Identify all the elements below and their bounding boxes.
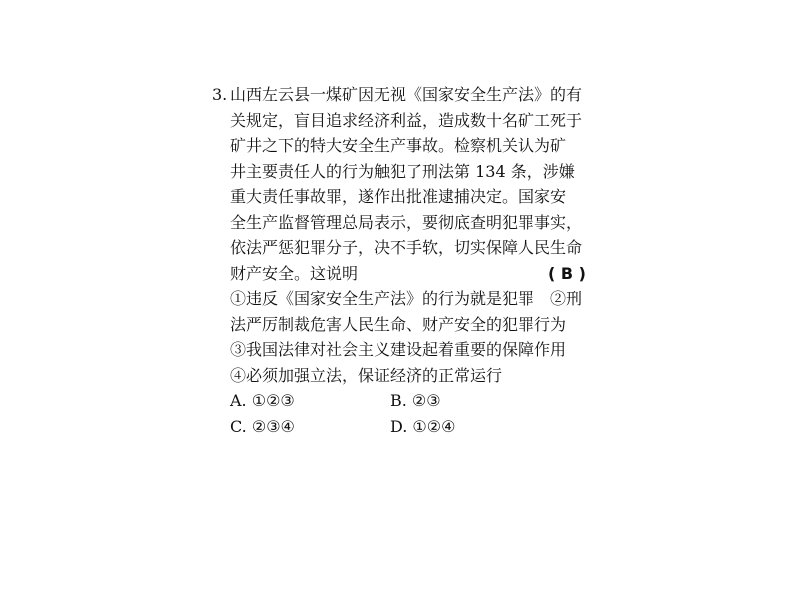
question-stem-text: 财产安全。这说明 [230,263,359,283]
question-stem-line: 矿井之下的特大安全生产事故。检察机关认为矿 [230,136,567,155]
answer-mark: ( B ) [548,263,586,283]
answer-options [212,388,592,439]
question-stem-line: 3. 山西左云县一煤矿因无视《国家安全生产法》的有 [212,82,592,108]
statement-line: ④必须加强立法，保证经济的正常运行 [230,365,503,385]
statement-line: 法严厉制裁危害人民生命、财产安全的犯罪行为 [230,314,567,334]
question-number: 3. [212,85,228,104]
question-block [212,82,592,439]
question-stem-line: 井主要责任人的行为触犯了刑法第 134 条，涉嫌 [230,161,575,181]
question-stem-line: 重大责任事故罪，遂作出批准逮捕决定。国家安 [230,187,567,206]
option-c: C. ②③④ [230,416,295,436]
question-stem-line: 全生产监督管理总局表示，要彻底查明犯罪事实， [230,212,583,232]
option-d: D. ①②④ [390,416,456,436]
statement-line: ③我国法律对社会主义建设起着重要的保障作用 [230,340,567,359]
option-b: B. ②③ [390,391,441,410]
statement-line: ①违反《国家安全生产法》的行为就是犯罪 ②刑 [230,289,583,308]
question-stem-last-line [212,261,592,287]
question-stem-line: 关规定，盲目追求经济利益，造成数十名矿工死于 [230,110,583,130]
option-a: A. ①②③ [230,391,295,410]
question-stem-line: 依法严惩犯罪分子，决不手软，切实保障人民生命 [230,238,583,257]
